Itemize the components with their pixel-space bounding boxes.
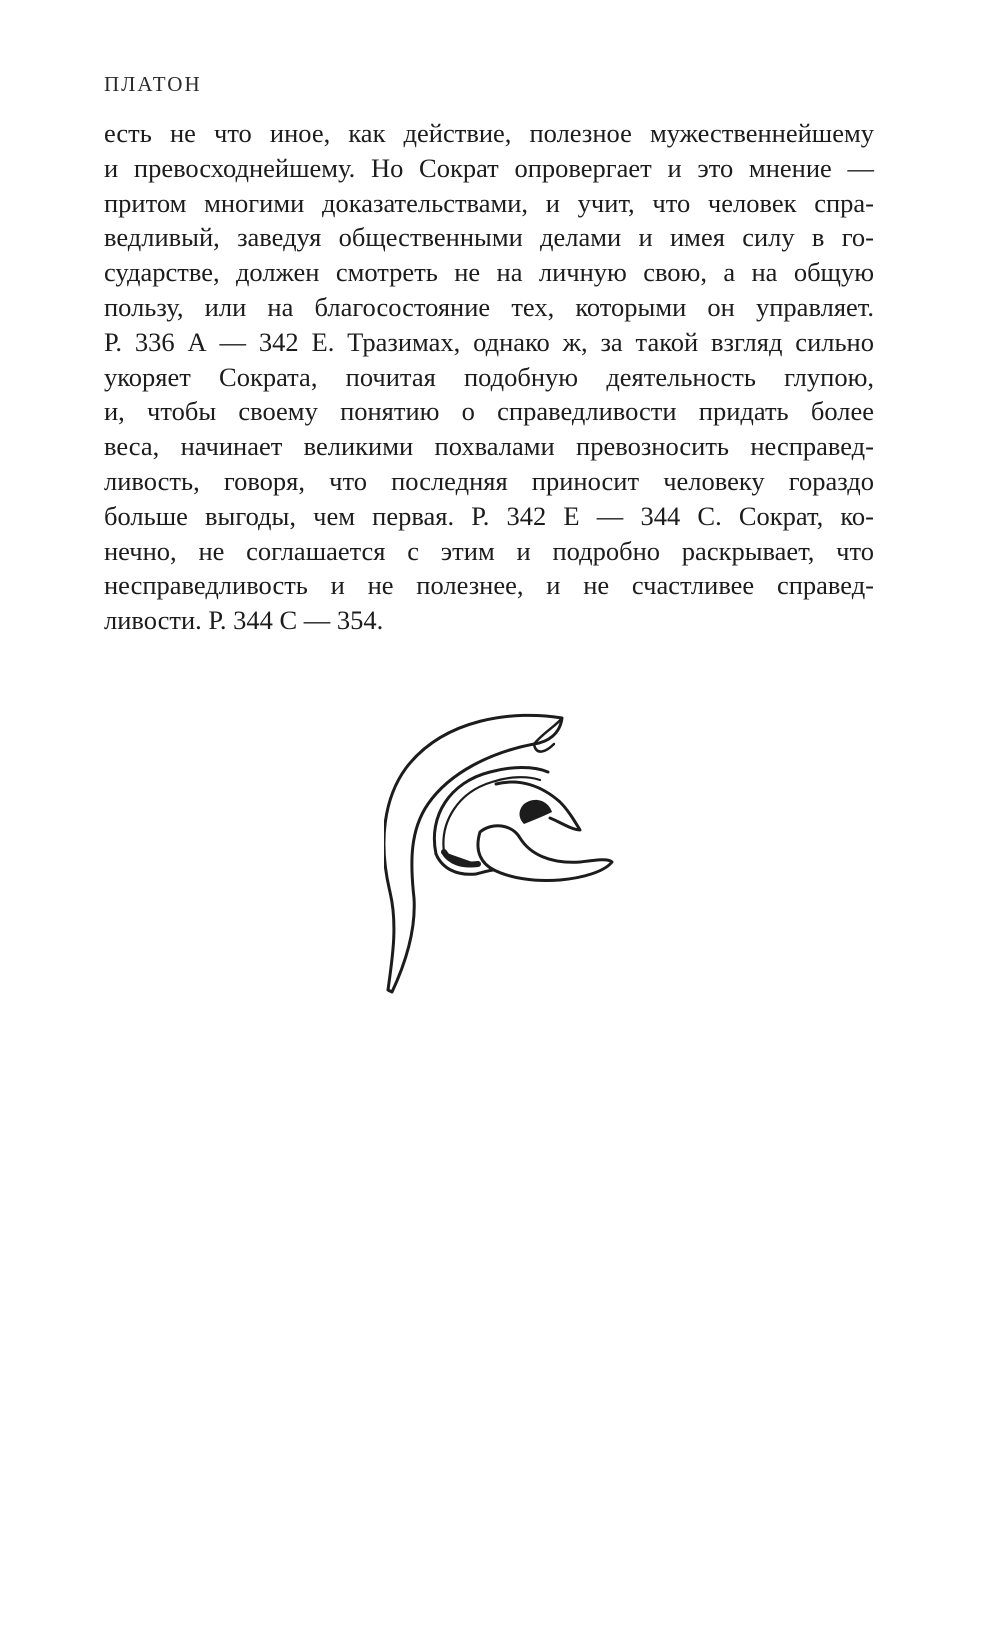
helmet-cheek-guard xyxy=(478,826,612,881)
paragraph-line: ливости. Р. 344 С — 354. xyxy=(104,605,384,636)
paragraph-line: ливость, говоря, что последняя приносит человеку гораздо xyxy=(104,465,874,496)
helmet-crest-band xyxy=(534,718,562,752)
helmet-eye xyxy=(520,800,553,824)
running-head: ПЛАТОН xyxy=(104,72,202,96)
greek-helmet-icon xyxy=(384,712,616,994)
paragraph-line: и превосходнейшему. Но Сократ опровергает и это мнение — xyxy=(104,152,874,183)
paragraph-line: нечно, не соглашается с этим и подробно раскрывает, что xyxy=(104,535,874,566)
paragraph-line: пользу, или на благосостояние тех, которыми он управляет. xyxy=(104,291,874,322)
paragraph-line: укоряет Сократа, почитая подобную деятельность глупою, xyxy=(104,361,874,392)
paragraph-line: есть не что иное, как действие, полезное мужественнейшему xyxy=(104,118,874,148)
body-paragraph xyxy=(104,116,874,638)
paragraph-line: несправедливость и не полезнее, и не счастливее справед- xyxy=(104,570,874,601)
paragraph-line: притом многими доказательствами, и учит, что человек спра- xyxy=(104,187,874,218)
helmet-neck-band xyxy=(444,852,478,865)
paragraph-line: Р. 336 А — 342 Е. Тразимах, однако ж, за такой взгляд сильно xyxy=(104,326,874,357)
paragraph-line: ведливый, заведуя общественными делами и имея силу в го- xyxy=(104,222,874,253)
paragraph-line: сударстве, должен смотреть не на личную свою, а на общую xyxy=(104,257,874,288)
paragraph-line: больше выгоды, чем первая. Р. 342 Е — 344 С. Сократ, ко- xyxy=(104,500,874,531)
paragraph-line: веса, начинает великими похвалами превозносить несправед- xyxy=(104,431,874,462)
paragraph-line: и, чтобы своему понятию о справедливости придать более xyxy=(104,396,874,427)
